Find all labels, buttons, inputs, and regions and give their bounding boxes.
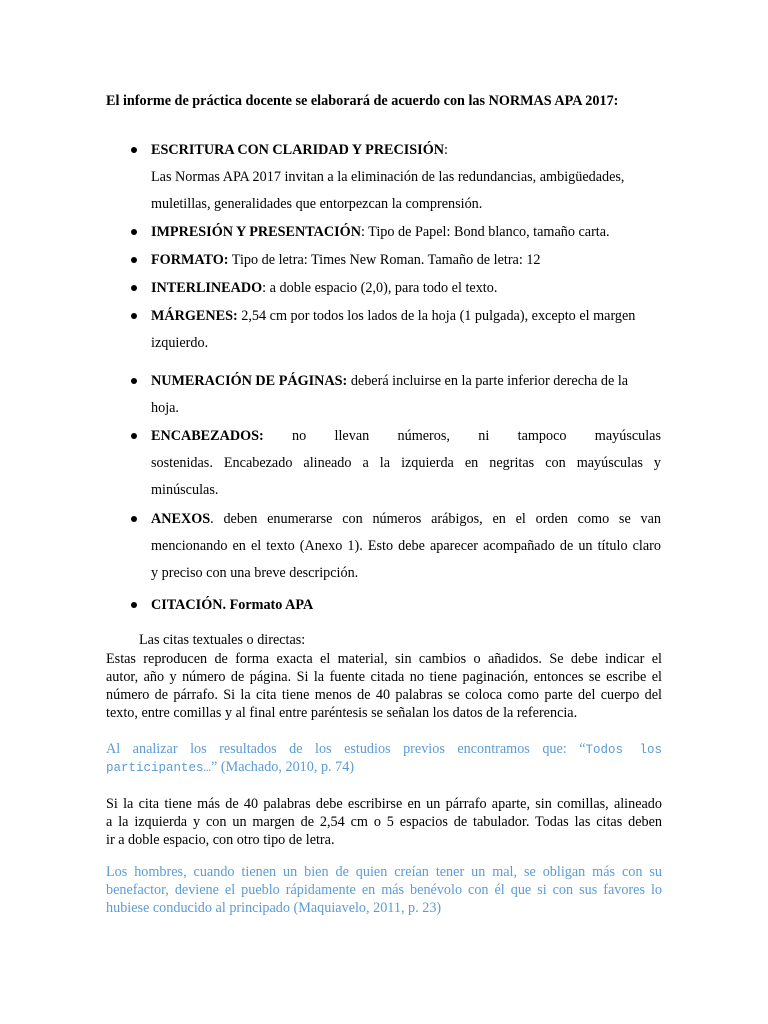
bullet-label: ESCRITURA CON CLARIDAD Y PRECISIÓN [151, 142, 444, 158]
bullet-label: CITACIÓN. Formato APA [151, 597, 314, 613]
bullet-text: deberá incluirse en la parte inferior derecha de la [347, 373, 629, 389]
word: números, [397, 428, 450, 444]
page-title: El informe de práctica docente se elaborará de acuerdo con las NORMAS APA 2017: [106, 93, 619, 109]
bullet-encabezados [151, 427, 661, 445]
bullet-dot [131, 378, 137, 384]
bullet-dot [131, 433, 137, 439]
bullet-escritura-line: muletillas, generalidades que entorpezcan la comprensión. [151, 196, 483, 212]
paragraph-line: Estas reproducen de forma exacta el material, sin cambios o añadidos. Se debe indicar el [106, 651, 662, 667]
bullet-label: INTERLINEADO [151, 280, 263, 296]
paragraph-line: ir a doble espacio, con otro tipo de letra. [106, 832, 335, 848]
bullet-label: NUMERACIÓN DE PÁGINAS: [151, 373, 348, 389]
bullet-text: : Tipo de Papel: Bond blanco, tamaño carta. [360, 224, 610, 240]
bullet-dot [131, 229, 137, 235]
bullet-dot [131, 257, 137, 263]
bullet-dot [131, 313, 137, 319]
bullet-label: ENCABEZADOS: [151, 428, 264, 444]
bullet-anexos-line: y preciso con una breve descripción. [151, 565, 359, 581]
bullet-numeracion [151, 372, 628, 390]
bullet-formato [151, 251, 541, 269]
bullet-citacion [151, 596, 313, 614]
word: tampoco [517, 428, 567, 444]
bullet-text: 2,54 cm por todos los lados de la hoja (1 pulgada), excepto el margen [237, 308, 636, 324]
bullet-dot [131, 602, 137, 608]
bullet-dot [131, 516, 137, 522]
paragraph-line: a la izquierda y con un margen de 2,54 cm o 5 espacios de tabulador. Todas las citas deben [106, 814, 662, 830]
bullet-label: FORMATO: [151, 252, 229, 268]
bullet-dot [131, 147, 137, 153]
bullet-escritura [151, 141, 448, 159]
bullet-label: ANEXOS [151, 511, 211, 527]
paragraph-line: autor, año y número de página. Si la fuente citada no tiene paginación, entonces se escribe el [106, 669, 662, 685]
bullet-numeracion-line: hoja. [151, 400, 179, 416]
bullet-anexos-line: mencionando en el texto (Anexo 1). Esto debe aparecer acompañado de un título claro [151, 538, 661, 554]
paragraph-line: número de párrafo. Si la cita tiene menos de 40 palabras se coloca como parte del cuerpo del [106, 687, 662, 703]
quote-text: Al analizar los resultados de los estudios previos encontramos que: “ [106, 741, 586, 757]
quote-text: ” (Machado, 2010, p. 74) [211, 759, 355, 775]
paragraph-line: texto, entre comillas y al final entre paréntesis se señalan los datos de la referencia. [106, 705, 578, 721]
bullet-anexos [151, 510, 661, 528]
bullet-label: MÁRGENES: [151, 308, 238, 324]
word: ni [478, 428, 490, 444]
quote-text-mono: Todos los [585, 743, 663, 757]
quote-line [106, 758, 354, 777]
bullet-encabezados-line: sostenidas. Encabezado alineado a la izquierda en negritas con mayúsculas y [151, 455, 661, 471]
bullet-text: : [443, 142, 448, 158]
word: llevan [334, 428, 370, 444]
quote-line: Los hombres, cuando tienen un bien de quien creían tener un mal, se obligan más con su [106, 864, 662, 880]
quote-line: hubiese conducido al principado (Maquiavelo, 2011, p. 23) [106, 900, 442, 916]
citas-heading: Las citas textuales o directas: [139, 632, 306, 648]
bullet-margenes [151, 307, 635, 325]
quote-line: benefactor, deviene el pueblo rápidamente en más benévolo con él que si con sus favores lo [106, 882, 662, 898]
bullet-dot [131, 285, 137, 291]
quote-text-mono: participantes… [106, 761, 212, 775]
bullet-text: . deben enumerarse con números arábigos, en el orden como se van [210, 511, 661, 527]
word: no [292, 428, 307, 444]
quote-line [106, 740, 662, 759]
bullet-margenes-line: izquierdo. [151, 335, 209, 351]
bullet-label: IMPRESIÓN Y PRESENTACIÓN [151, 224, 361, 240]
word: mayúsculas [594, 428, 661, 444]
bullet-interlineado [151, 279, 497, 297]
bullet-encabezados-line: minúsculas. [151, 482, 219, 498]
bullet-text: Tipo de letra: Times New Roman. Tamaño de letra: 12 [228, 252, 541, 268]
bullet-impresion [151, 223, 610, 241]
bullet-escritura-line: Las Normas APA 2017 invitan a la eliminación de las redundancias, ambigüedades, [151, 169, 625, 185]
bullet-text: : a doble espacio (2,0), para todo el texto. [262, 280, 498, 296]
paragraph-line: Si la cita tiene más de 40 palabras debe escribirse en un párrafo aparte, sin comillas, alineado [106, 796, 662, 812]
